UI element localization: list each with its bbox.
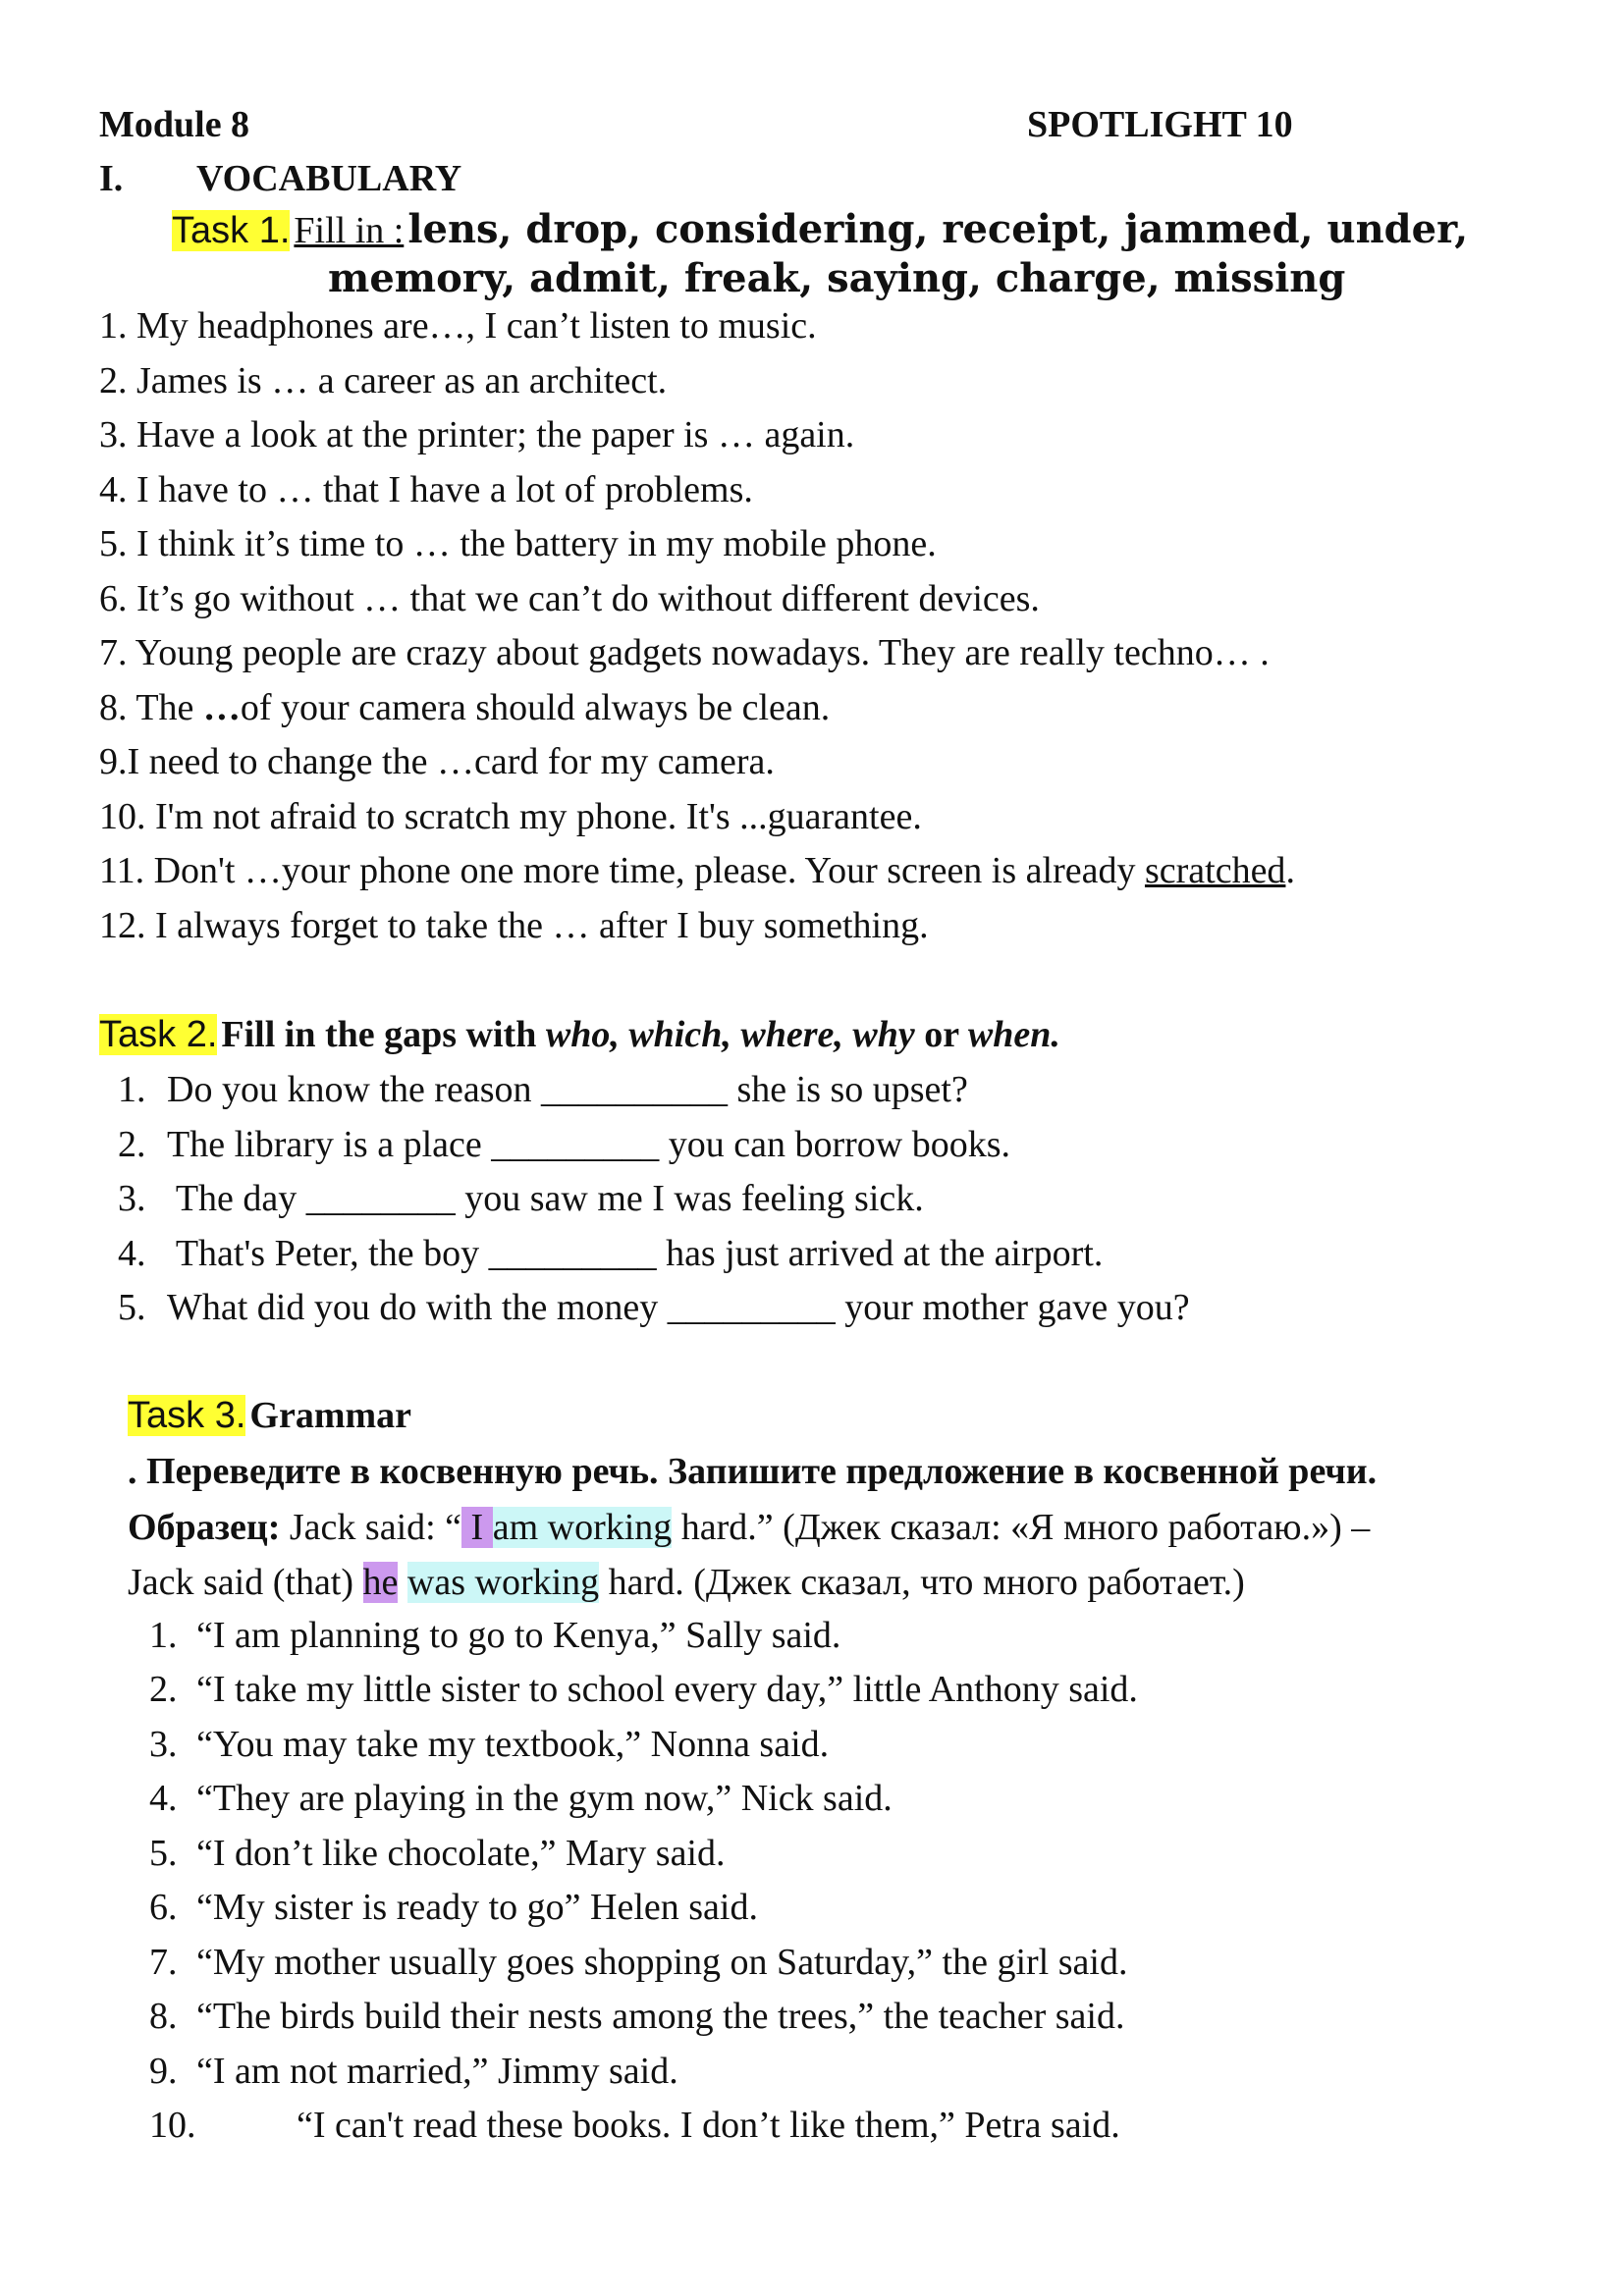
section-number: I.: [99, 158, 124, 199]
task1-item: 10. I'm not afraid to scratch my phone. It's ...guarantee.: [99, 796, 922, 837]
task2-item: [118, 1286, 1190, 1329]
example-highlight-verb: was working: [406, 1562, 600, 1603]
module-label: Module 8: [99, 104, 250, 145]
task1-item: [99, 686, 830, 729]
task1-item8-gap: …: [202, 687, 241, 728]
task2-item: [118, 1177, 924, 1220]
item-number: 3.: [118, 1178, 146, 1219]
item-text: “I take my little sister to school every day,” little Anthony said.: [196, 1669, 1138, 1710]
task1-label: Task 1.: [172, 210, 291, 251]
task1-item11-start: 11. Don't …your phone one more time, please. Your screen is already: [99, 850, 1145, 891]
task1-item11-underlined: scratched: [1144, 850, 1286, 891]
task2-instruction-when: when.: [967, 1014, 1060, 1055]
task3-item: [149, 1995, 1124, 2038]
item-number: 3.: [149, 1724, 178, 1765]
example-text: [398, 1562, 407, 1603]
task3-item: [149, 2050, 678, 2093]
item-text: “The birds build their nests among the trees,” the teacher said.: [196, 1996, 1125, 2037]
task3-instruction: . Переведите в косвенную речь. Запишите предложение в косвенной речи.: [128, 1451, 1378, 1492]
item-text: The day ________ you saw me I was feeling sick.: [167, 1178, 924, 1219]
task3-item: [149, 1941, 1127, 1984]
task3-item: [149, 1668, 1138, 1711]
item-number: 4.: [118, 1233, 146, 1274]
example-label: Образец:: [128, 1507, 281, 1548]
task1-item: 3. Have a look at the printer; the paper is … again.: [99, 414, 855, 455]
item-text: What did you do with the money _________ your mother gave you?: [167, 1287, 1190, 1328]
item-number: 1.: [118, 1069, 146, 1110]
item-text: “I can't read these books. I don’t like them,” Petra said.: [297, 2105, 1120, 2146]
item-text: “My mother usually goes shopping on Saturday,” the girl said.: [196, 1942, 1128, 1983]
task2-item: [118, 1068, 968, 1111]
item-text: “I am planning to go to Kenya,” Sally said.: [196, 1615, 841, 1656]
item-number: 6.: [149, 1887, 178, 1928]
task2-label: Task 2.: [99, 1014, 218, 1055]
example-text: Jack said (that): [128, 1562, 363, 1603]
task1-instruction: Fill in :: [294, 210, 405, 251]
item-number: 8.: [149, 1996, 178, 2037]
task1-words-line2: memory, admit, freak, saying, charge, missing: [328, 255, 1346, 301]
task1-item11-end: .: [1285, 850, 1295, 891]
example-text: hard.” (Джек сказал: «Я много работаю.») –: [672, 1507, 1371, 1548]
task3-item: [149, 1886, 758, 1929]
task1-item: 9.I need to change the …card for my camera.: [99, 741, 775, 782]
task3-item: [149, 1832, 726, 1875]
task3-label: Task 3.: [128, 1395, 246, 1436]
item-number: 7.: [149, 1942, 178, 1983]
item-text: “You may take my textbook,” Nonna said.: [196, 1724, 830, 1765]
book-title: SPOTLIGHT 10: [1027, 104, 1293, 145]
item-number: 5.: [118, 1287, 146, 1328]
task1-item: 12. I always forget to take the … after I buy something.: [99, 905, 929, 946]
task3-example-line1: [128, 1504, 1370, 1551]
item-number: 9.: [149, 2051, 178, 2092]
task1-item: 1. My headphones are…, I can’t listen to music.: [99, 305, 817, 347]
example-highlight-pronoun: he: [362, 1562, 399, 1603]
example-text: hard. (Джек сказал, что много работает.): [599, 1562, 1245, 1603]
item-number: 2.: [118, 1124, 146, 1165]
item-number: 10.: [149, 2105, 196, 2146]
task2-item: [118, 1232, 1103, 1275]
task1-header: [172, 206, 1468, 262]
item-text: The library is a place _________ you can borrow books.: [167, 1124, 1011, 1165]
item-text: “My sister is ready to go” Helen said.: [196, 1887, 758, 1928]
item-text: That's Peter, the boy _________ has just arrived at the airport.: [167, 1233, 1104, 1274]
task1-item: 2. James is … a career as an architect.: [99, 360, 668, 401]
item-number: 2.: [149, 1669, 178, 1710]
task1-item8-rest: of your camera should always be clean.: [240, 687, 831, 728]
item-text: “I am not married,” Jimmy said.: [196, 2051, 678, 2092]
task3-item: [149, 1614, 840, 1657]
section-title: VOCABULARY: [196, 158, 462, 199]
task2-instruction-words: who, which, where, why: [545, 1014, 915, 1055]
task1-item: [99, 849, 1295, 892]
task1-item: 7. Young people are crazy about gadgets nowadays. They are really techno… .: [99, 632, 1270, 673]
task3-header: [128, 1392, 411, 1447]
task1-words-line1: lens, drop, considering, receipt, jammed, under,: [407, 206, 1469, 252]
task3-title: Grammar: [249, 1395, 411, 1436]
example-highlight-verb: am working: [492, 1507, 673, 1548]
task2-header: [99, 1011, 1060, 1066]
item-number: 1.: [149, 1615, 178, 1656]
task3-item: [149, 1723, 829, 1766]
task1-item: 6. It’s go without … that we can’t do without different devices.: [99, 578, 1040, 619]
task3-item: [149, 2104, 1120, 2147]
task1-item8-start: 8. The: [99, 687, 203, 728]
task1-item: 4. I have to … that I have a lot of problems.: [99, 469, 753, 510]
item-text: “They are playing in the gym now,” Nick said.: [196, 1778, 893, 1819]
example-text: Jack said: “: [280, 1507, 462, 1548]
task2-instruction-or: or: [914, 1014, 968, 1055]
example-highlight-pronoun: I: [461, 1507, 493, 1548]
task1-item: 5. I think it’s time to … the battery in my mobile phone.: [99, 523, 937, 564]
task2-item: [118, 1123, 1010, 1166]
item-text: “I don’t like chocolate,” Mary said.: [196, 1833, 726, 1874]
item-number: 5.: [149, 1833, 178, 1874]
item-number: 4.: [149, 1778, 178, 1819]
task3-example-line2: [128, 1559, 1245, 1606]
task2-instruction-start: Fill in the gaps with: [221, 1014, 546, 1055]
task3-item: [149, 1777, 893, 1820]
item-text: Do you know the reason __________ she is so upset?: [167, 1069, 968, 1110]
